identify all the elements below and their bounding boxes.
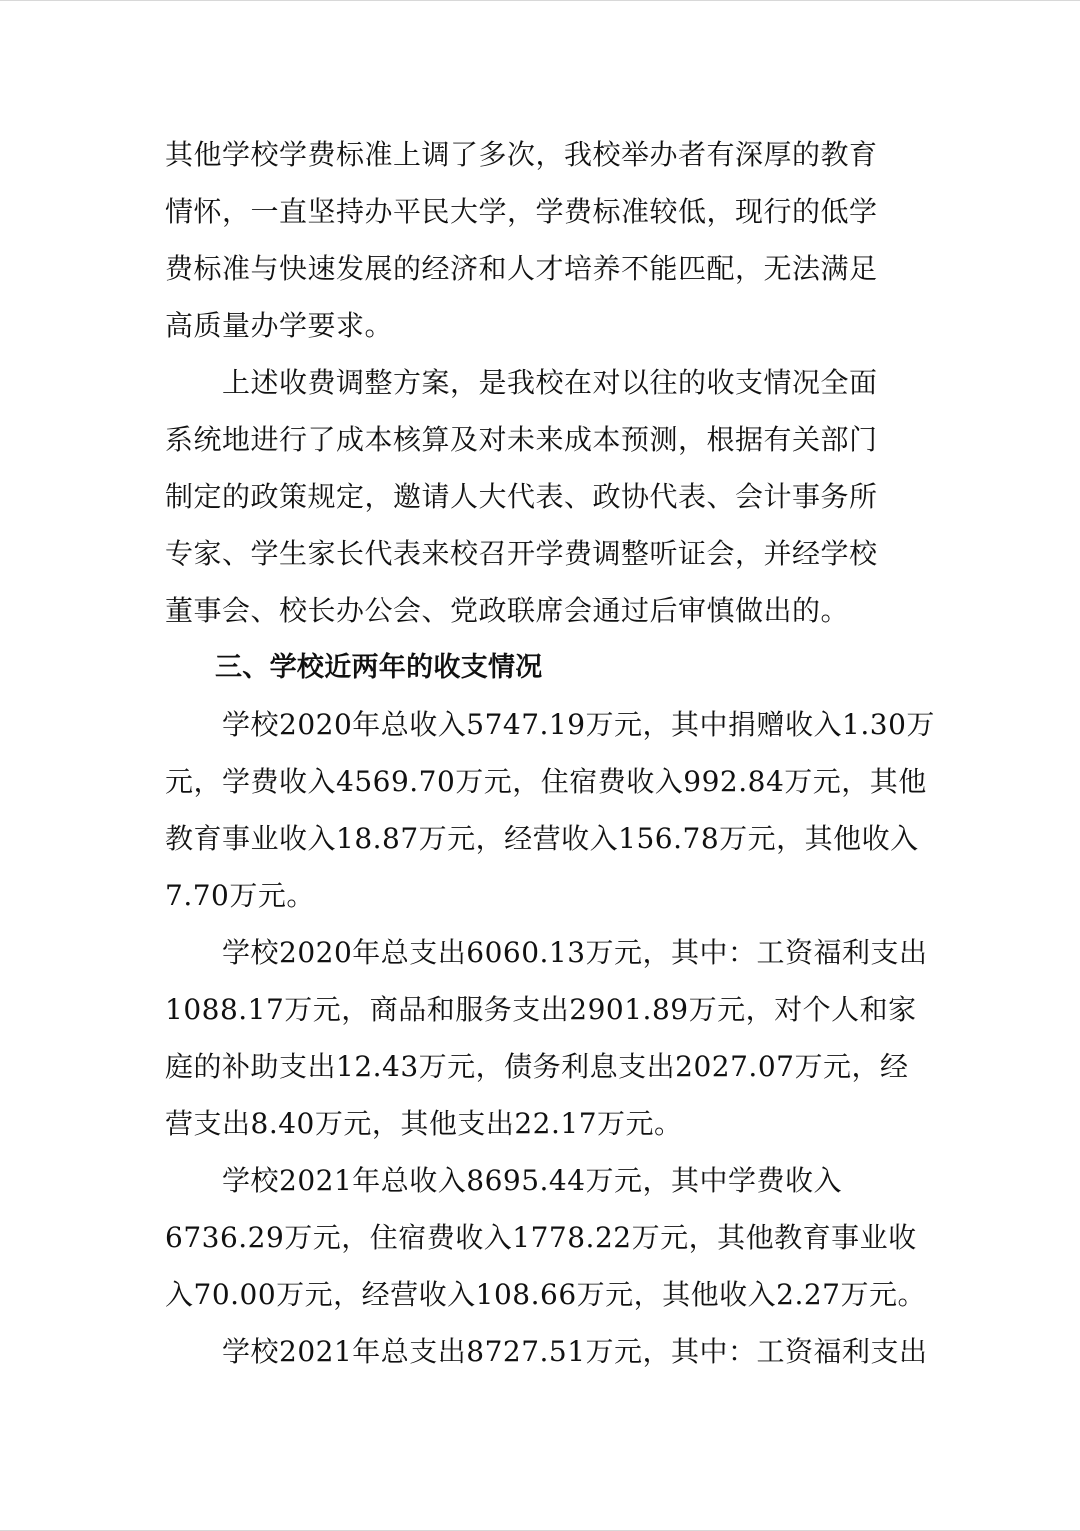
text-line: 入70.00万元，经营收入108.66万元，其他收入2.27万元。 bbox=[165, 1278, 926, 1311]
text-line: 6736.29万元，住宿费收入1778.22万元，其他教育事业收 bbox=[165, 1221, 917, 1254]
text-line: 学校2021年总收入8695.44万元，其中学费收入 bbox=[222, 1164, 843, 1197]
text-line: 上述收费调整方案，是我校在对以往的收支情况全面 bbox=[222, 366, 878, 399]
text-line: 7.70万元。 bbox=[165, 879, 315, 912]
text-line: 庭的补助支出12.43万元，债务利息支出2027.07万元，经 bbox=[165, 1050, 909, 1083]
text-line: 营支出8.40万元，其他支出22.17万元。 bbox=[165, 1107, 683, 1140]
text-line: 学校2020年总收入5747.19万元，其中捐赠收入1.30万 bbox=[222, 708, 935, 741]
text-line: 专家、学生家长代表来校召开学费调整听证会，并经学校 bbox=[165, 537, 878, 570]
document-body bbox=[165, 126, 935, 1380]
text-line: 学校2020年总支出6060.13万元，其中：工资福利支出 bbox=[222, 936, 928, 969]
text-line: 情怀，一直坚持办平民大学，学费标准较低，现行的低学 bbox=[165, 195, 878, 228]
text-line: 学校2021年总支出8727.51万元，其中：工资福利支出 bbox=[222, 1335, 928, 1368]
section-heading: 三、学校近两年的收支情况 bbox=[215, 652, 543, 683]
text-line: 制定的政策规定，邀请人大代表、政协代表、会计事务所 bbox=[165, 480, 878, 513]
text-line: 费标准与快速发展的经济和人才培养不能匹配，无法满足 bbox=[165, 252, 878, 285]
text-line: 教育事业收入18.87万元，经营收入156.78万元，其他收入 bbox=[165, 822, 919, 855]
text-line: 系统地进行了成本核算及对未来成本预测，根据有关部门 bbox=[165, 423, 878, 456]
text-line: 1088.17万元，商品和服务支出2901.89万元，对个人和家 bbox=[165, 993, 917, 1026]
text-line: 高质量办学要求。 bbox=[165, 309, 394, 342]
text-line: 董事会、校长办公会、党政联席会通过后审慎做出的。 bbox=[165, 594, 850, 627]
text-line: 元，学费收入4569.70万元，住宿费收入992.84万元，其他 bbox=[165, 765, 927, 798]
text-line: 其他学校学费标准上调了多次，我校举办者有深厚的教育 bbox=[165, 138, 878, 171]
